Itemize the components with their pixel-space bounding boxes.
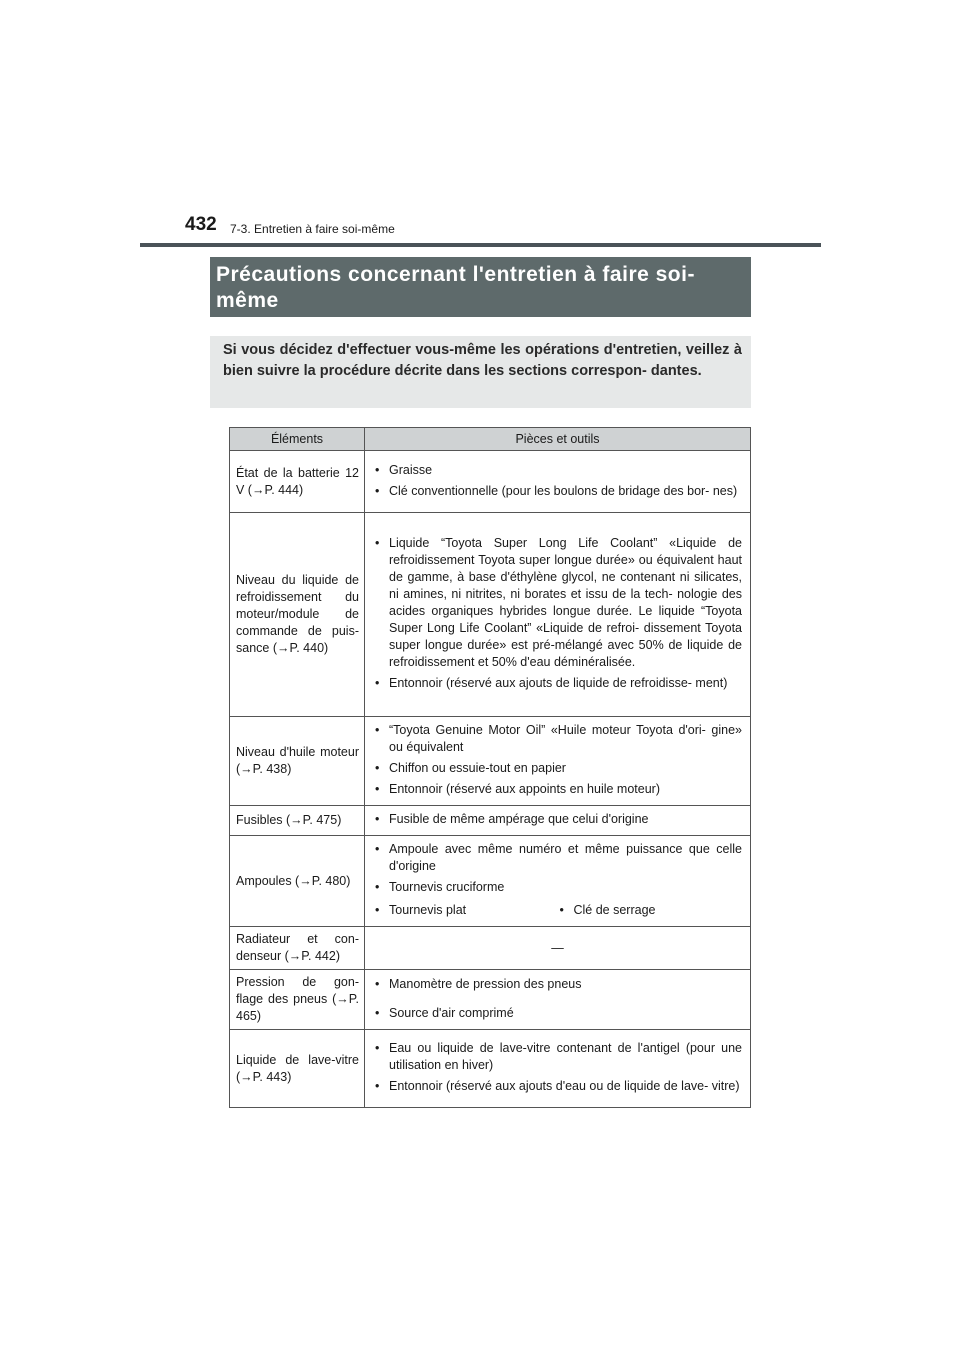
element-cell: Niveau du liquide de refroidissement du moteur/module de commande de puis- sance (→P. 440) bbox=[230, 513, 365, 717]
header-divider bbox=[140, 243, 821, 247]
section-breadcrumb: 7-3. Entretien à faire soi-même bbox=[230, 222, 395, 236]
table-row bbox=[230, 836, 751, 927]
page-number: 432 bbox=[185, 214, 217, 235]
intro-box bbox=[210, 336, 751, 408]
element-cell: Fusibles (→P. 475) bbox=[230, 806, 365, 836]
table-row bbox=[230, 513, 751, 717]
tool-item: • Chiffon ou essuie-tout en papier bbox=[373, 760, 742, 777]
tool-item: • Clé de serrage bbox=[558, 902, 743, 919]
table-row bbox=[230, 1030, 751, 1108]
parts-tools-table bbox=[229, 427, 751, 1108]
tool-pair bbox=[373, 900, 742, 923]
table-header-row bbox=[230, 428, 751, 451]
tool-item: • “Toyota Genuine Motor Oil” «Huile moteur Toyota d'ori- gine» ou équivalent bbox=[373, 722, 742, 756]
element-cell: Niveau d'huile moteur (→P. 438) bbox=[230, 717, 365, 806]
tool-item: • Entonnoir (réservé aux appoints en huile moteur) bbox=[373, 781, 742, 798]
tools-cell-empty-dash: — bbox=[365, 927, 751, 970]
tool-item: • Clé conventionnelle (pour les boulons de bridage des bor- nes) bbox=[373, 483, 742, 500]
tools-cell bbox=[365, 836, 751, 927]
tool-item: • Graisse bbox=[373, 462, 742, 479]
element-cell: Liquide de lave-vitre (→P. 443) bbox=[230, 1030, 365, 1108]
column-header-tools: Pièces et outils bbox=[365, 428, 751, 451]
table-row bbox=[230, 970, 751, 1030]
element-cell: État de la batterie 12 V (→P. 444) bbox=[230, 451, 365, 513]
tool-item: • Source d'air comprimé bbox=[373, 1005, 742, 1022]
tool-item: • Ampoule avec même numéro et même puissance que celle d'origine bbox=[373, 841, 742, 875]
element-cell: Radiateur et con- denseur (→P. 442) bbox=[230, 927, 365, 970]
tools-cell bbox=[365, 717, 751, 806]
tool-item: • Liquide “Toyota Super Long Life Coolant” «Liquide de refroidissement Toyota super longue durée» ou équivalent haut de gamme, à base d'éthylène glycol, ne contenant ni silicates, ni amines, ni nitrites, ni borates et issu de la tech- nologie des acides organiques hybrides longue durée. Le liquide “Toyota Super Long Life Coolant” «Liquide de refroi- dissement Toyota super longue durée» est pré-mélangé avec 50% de liquide de refroidissement et 50% d'eau déminéralisée. bbox=[373, 535, 742, 671]
tool-item: • Fusible de même ampérage que celui d'origine bbox=[373, 811, 742, 828]
table-row bbox=[230, 451, 751, 513]
table-row bbox=[230, 717, 751, 806]
tools-cell bbox=[365, 806, 751, 836]
tool-item: • Entonnoir (réservé aux ajouts de liquide de refroidisse- ment) bbox=[373, 675, 742, 692]
element-cell: Ampoules (→P. 480) bbox=[230, 836, 365, 927]
section-title-banner bbox=[210, 257, 751, 317]
tools-cell bbox=[365, 513, 751, 717]
tools-cell bbox=[365, 451, 751, 513]
tools-cell bbox=[365, 970, 751, 1030]
table-row bbox=[230, 806, 751, 836]
page-title: Précautions concernant l'entretien à faire soi-même bbox=[216, 263, 695, 312]
tool-item: • Entonnoir (réservé aux ajouts d'eau ou de liquide de lave- vitre) bbox=[373, 1078, 742, 1095]
tool-item: • Tournevis cruciforme bbox=[373, 879, 742, 896]
intro-text: Si vous décidez d'effectuer vous-même les opérations d'entretien, veillez à bien suivre la procédure décrite dans les sections correspon- dantes. bbox=[223, 342, 742, 379]
element-cell: Pression de gon- flage des pneus (→P. 465) bbox=[230, 970, 365, 1030]
column-header-elements: Éléments bbox=[230, 428, 365, 451]
tools-cell bbox=[365, 1030, 751, 1108]
tool-item: • Manomètre de pression des pneus bbox=[373, 976, 742, 993]
table-row bbox=[230, 927, 751, 970]
tool-item: • Tournevis plat bbox=[373, 902, 558, 919]
tool-item: • Eau ou liquide de lave-vitre contenant de l'antigel (pour une utilisation en hiver) bbox=[373, 1040, 742, 1074]
